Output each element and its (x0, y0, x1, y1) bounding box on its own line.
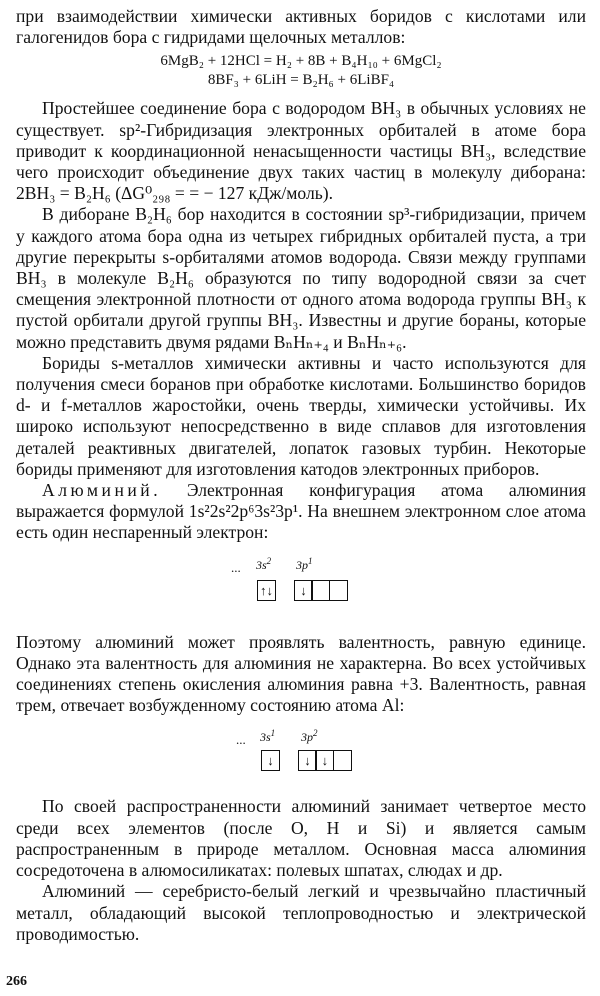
equation-boron-trifluoride: 8BF₃ + 6LiH = B₂H₆ + 6LiBF₄ (207, 72, 395, 89)
orbital-label-3s: $3s^2$ (256, 555, 272, 572)
orbital-cell (329, 580, 348, 601)
ellipsis: ... (236, 732, 246, 748)
orbital-cell: ↓ (294, 580, 313, 601)
orbital-label-3p: $3p^2$ (301, 728, 318, 745)
orbital-cells-3p (298, 750, 350, 771)
orbital-label-3p: $3p^1$ (296, 555, 313, 572)
ellipsis: ... (231, 559, 241, 575)
paragraph-bh3: Простейшее соединение бора с водородом BH₃ в обычных условиях не существует. sp²-Гибридизация электронных орбиталей в атоме бора приводит к координационной ненасыщенности частицы BH₃, вследствие чего происходит объединение двух таких частиц в молекулу диборана: 2BH₃ = B₂H₆ (ΔG⁰₂₉₈ = = − 127 кДж/моль). (16, 98, 586, 204)
paragraph-valence: Поэтому алюминий может проявлять валентность, равную единице. Однако эта валентность для алюминия не характерна. Во всех устойчивых соединениях степень окисления алюминия равна +3. Валентность, равная трем, отвечает возбужденному состоянию атома Al: (16, 631, 586, 716)
paragraph-borides: Бориды s-металлов химически активны и часто используются для получения смеси боранов при обработке кислотами. Большинство боридов d- и f-металлов жаростойки, очень тверды, химически устойчивы. Их широко используют непосредственно в виде сплавов для изготовления деталей реактивных двигателей, лопаток газовых турбин. Некоторые бориды применяют для изготовления катодов электронных приборов. (16, 352, 586, 479)
paragraph-diborane: В диборане B₂H₆ бор находится в состоянии sp³-гибридизации, причем у каждого атома бора одна из четырех гибридных орбиталей пуста, а три другие перекрыты s-орбиталями атомов водорода. Связи между группами BH₃ в молекуле B₂H₆ образуются по типу водородной связи за счет смещения электронной плотности от одного атома водорода группы BH₃ к пустой орбитали другой группы BH₃. Известны и другие бораны, которые можно представить двумя рядами BₙHₙ₊₄ и BₙHₙ₊₆. (16, 204, 586, 352)
orbital-cell (333, 750, 352, 771)
page-content (16, 6, 586, 945)
orbital-cell-3s (261, 750, 278, 771)
orbital-cell-3s (257, 580, 274, 601)
orbital-cell: ↑↓ (257, 580, 276, 601)
orbital-cell: ↓ (298, 750, 317, 771)
orbital-diagram-ground-state (16, 555, 586, 632)
orbital-cells-3p (294, 580, 346, 601)
aluminum-config-text: Электронная конфигурация атома алюминия выражается формулой 1s²2s²2p⁶3s²3p¹. На внешнем электронном слое атома есть один неспаренный электрон: (16, 480, 586, 543)
orbital-cell: ↓ (315, 750, 334, 771)
orbital-cell: ↓ (261, 750, 280, 771)
paragraph-properties: Алюминий — серебристо-белый легкий и чрезвычайно пластичный металл, обладающий высокой теплопроводностью и электрической проводимостью. (16, 881, 586, 944)
paragraph-intro: при взаимодействии химически активных боридов с кислотами или галогенидов бора с гидридами щелочных металлов: (16, 6, 586, 48)
equation-magnesium-boride: 6MgB₂ + 12HCl = H₂ + 8B + B₄H₁₀ + 6MgCl₂ (160, 53, 442, 70)
page-number: 266 (6, 974, 27, 989)
orbital-label-3s: $3s^1$ (260, 728, 276, 745)
orbital-cell (311, 580, 330, 601)
paragraph-abundance: По своей распространенности алюминий занимает четвертое место среди всех элементов (после O, H и Si) и является самым распространенным в природе металлом. Основная масса алюминия сосредоточена в алюмосиликатах: полевых шпатах, слюдах и др. (16, 796, 586, 881)
paragraph-aluminum-config (16, 480, 586, 544)
orbital-diagram-excited-state (16, 730, 586, 796)
aluminum-heading: Алюминий. (42, 480, 162, 501)
